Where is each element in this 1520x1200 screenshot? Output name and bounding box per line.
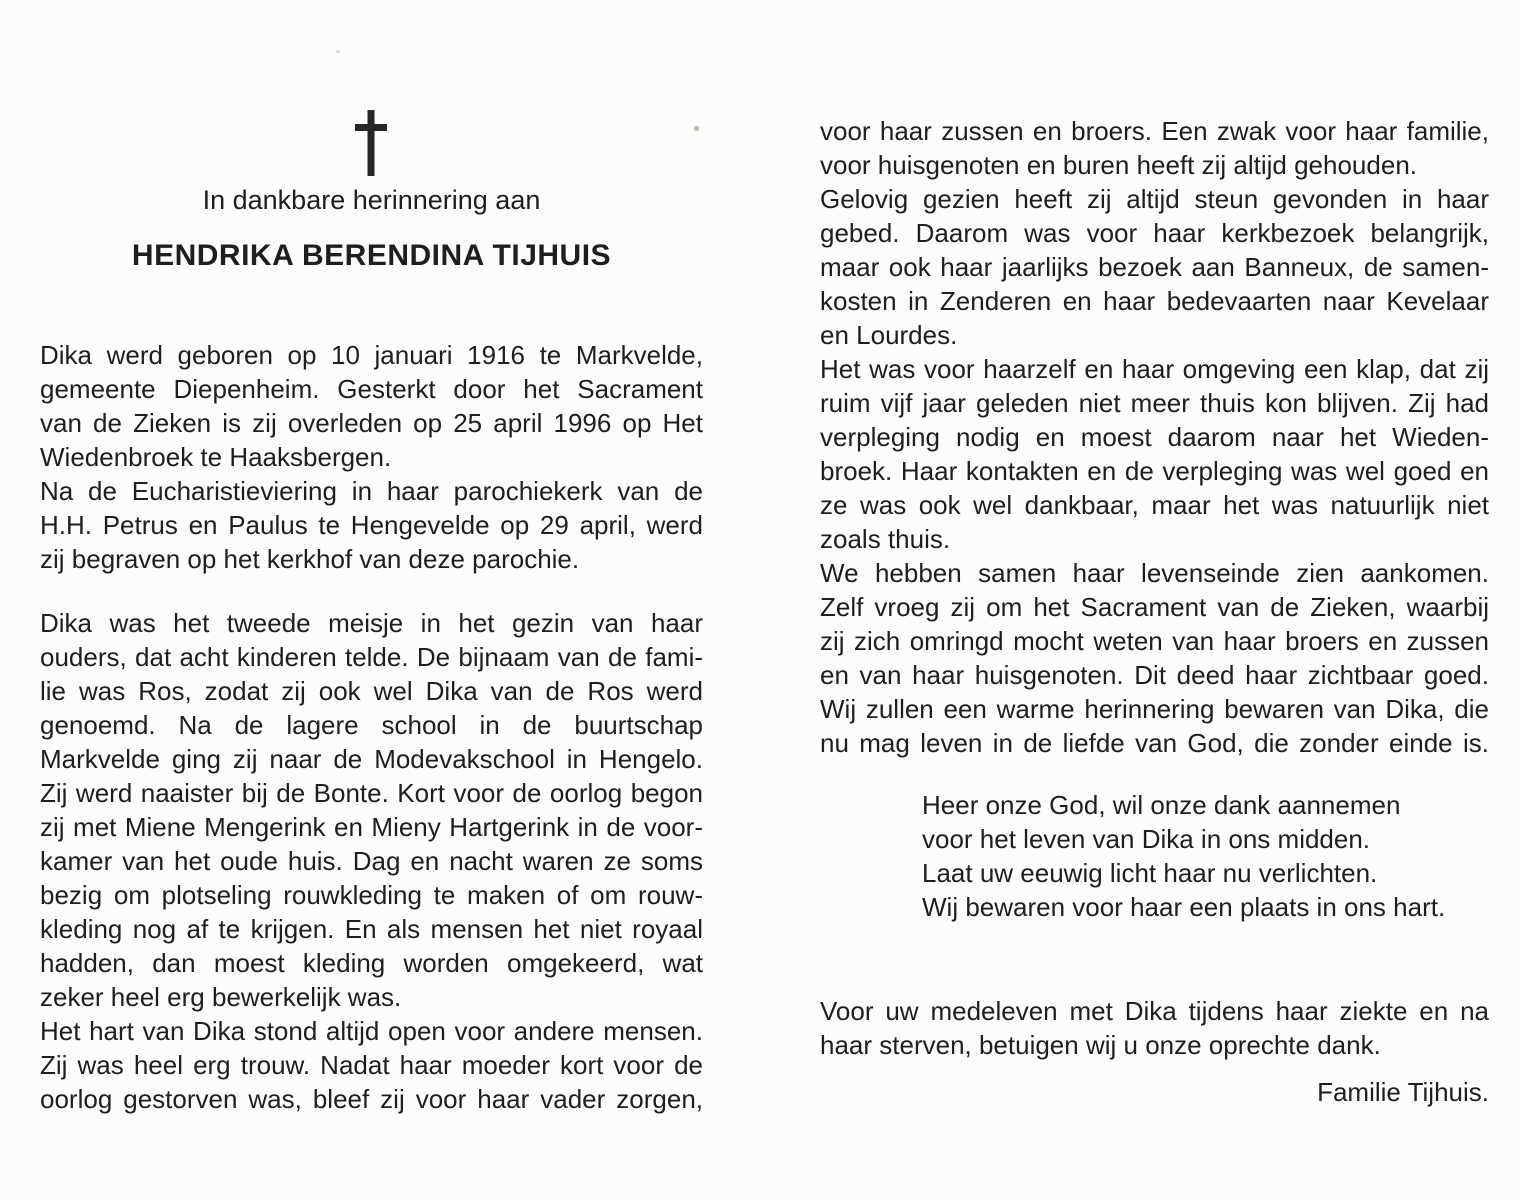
scan-speck [336,50,340,53]
text-line: Markvelde ging zij naar de Modevakschool in Hengelo. [40,744,703,774]
text-line: voor haar zussen en broers. Een zwak voor haar familie, [820,116,1489,146]
text-line: Het hart van Dika stond altijd open voor andere mensen. [40,1016,703,1046]
deceased-name: HENDRIKA BERENDINA TIJHUIS [131,239,612,272]
text-line: broek. Haar kontakten en de verpleging was wel goed en [820,456,1489,486]
text-line: bezig om plotseling rouwkleding te maken of om rouw- [40,880,703,910]
text-line: Dika werd geboren op 10 januari 1916 te Markvelde, [40,340,703,370]
left-paragraph-birth-death [40,338,703,576]
text-line: zij met Miene Mengerink en Mieny Hartgerink in de voor- [40,812,703,842]
text-line: zij begraven op het kerkhof van deze parochie. [40,544,580,574]
prayer-line: voor het leven van Dika in ons midden. [922,824,1371,854]
text-line: ouders, dat acht kinderen telde. De bijnaam van de fami- [40,642,703,672]
text-line: Wij zullen een warme herinnering bewaren van Dika, die [820,694,1489,724]
text-line: oorlog gestorven was, bleef zij voor haar vader zorgen, [40,1084,703,1114]
prayer-line: Laat uw eeuwig licht haar nu verlichten. [922,858,1378,888]
text-line: kosten in Zenderen en haar bedevaarten naar Kevelaar [820,286,1489,316]
text-line: voor huisgenoten en buren heeft zij altijd gehouden. [820,150,1417,180]
text-line: hadden, dan moest kleding worden omgekeerd, wat [40,948,703,978]
text-line: haar sterven, betuigen wij u onze oprechte dank. [820,1030,1381,1060]
text-line: kleding nog af te krijgen. En als mensen het niet royaal [40,914,703,944]
closing-thanks [820,994,1489,1062]
prayer-line: Wij bewaren voor haar een plaats in ons hart. [922,892,1446,922]
text-line: Gelovig gezien heeft zij altijd steun gevonden in haar [820,184,1489,214]
text-line: lie was Ros, zodat zij ook wel Dika van de Ros werd [40,676,703,706]
text-line: zoals thuis. [820,524,951,554]
scan-speck [694,126,699,131]
text-line: ruim vijf jaar geleden niet meer thuis kon blijven. Zij had [820,388,1489,418]
text-line: maar ook haar jaarlijks bezoek aan Banneux, de samen- [820,252,1489,282]
text-line: Zij was heel erg trouw. Nadat haar moeder kort voor de [40,1050,703,1080]
text-line: verpleging nodig en moest daarom naar het Wieden- [820,422,1489,452]
text-line: Voor uw medeleven met Dika tijdens haar ziekte en na [820,996,1489,1026]
family-signature: Familie Tijhuis. [1317,1077,1489,1107]
text-line: We hebben samen haar levenseinde zien aankomen. [820,558,1489,588]
prayer-line: Heer onze God, wil onze dank aannemen [922,790,1401,820]
prayer-block [922,788,1445,924]
text-line: genoemd. Na de lagere school in de buurtschap [40,710,703,740]
text-line: en Lourdes. [820,320,958,350]
left-paragraph-life-story [40,606,703,1116]
text-line: nu mag leven in de liefde van God, die zonder einde is. [820,728,1489,758]
text-line: van de Zieken is zij overleden op 25 april 1996 op Het [40,408,703,438]
text-line: kamer van het oude huis. Dag en nacht waren ze soms [40,846,703,876]
text-line: Het was voor haarzelf en haar omgeving een klap, dat zij [820,354,1489,384]
text-line: ze was ook wel dankbaar, maar het was natuurlijk niet [820,490,1489,520]
text-line: Wiedenbroek te Haaksbergen. [40,442,392,472]
text-line: gebed. Daarom was voor haar kerkbezoek belangrijk, [820,218,1489,248]
text-line: en van haar huisgenoten. Dit deed haar zichtbaar goed. [820,660,1489,690]
memorial-cross-icon [354,110,388,178]
text-line: zij zich omringd mocht weten van haar broers en zussen [820,626,1489,656]
text-line: Zij werd naaister bij de Bonte. Kort voor de oorlog begon [40,778,703,808]
text-line: Dika was het tweede meisje in het gezin van haar [40,608,703,638]
text-line: H.H. Petrus en Paulus te Hengevelde op 29 april, werd [40,510,703,540]
text-line: zeker heel erg bewerkelijk was. [40,982,402,1012]
text-line: Na de Eucharistieviering in haar parochiekerk van de [40,476,703,506]
right-paragraph-continued [820,114,1489,760]
text-line: Zelf vroeg zij om het Sacrament van de Zieken, waarbij [820,592,1489,622]
text-line: gemeente Diepenheim. Gesterkt door het Sacrament [40,374,703,404]
dedication-text: In dankbare herinnering aan [202,185,541,215]
